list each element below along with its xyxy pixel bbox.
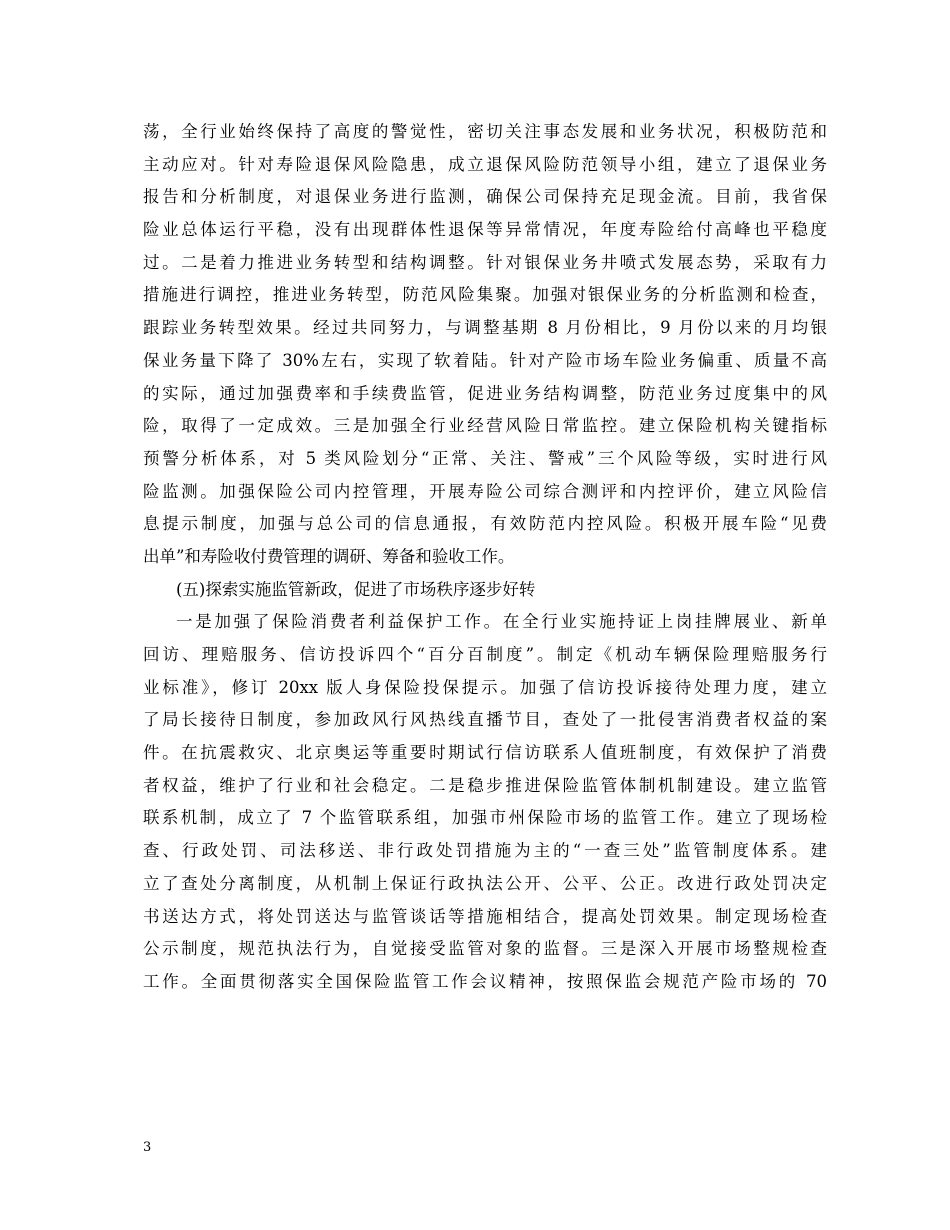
text-line: 险，取得了一定成效。三是加强全行业经营风险日常监控。建立保险机构关键指标 [143, 416, 827, 436]
text-line: 主动应对。针对寿险退保风险隐患，成立退保风险防范领导小组，建立了退保业务 [143, 154, 827, 174]
text-line: 措施进行调控，推进业务转型，防范风险集聚。加强对银保业务的分析监测和检查， [143, 285, 827, 305]
text-line: 立了查处分离制度，从机制上保证行政执法公开、公平、公正。改进行政处罚决定 [143, 873, 827, 893]
text-line: 工作。全面贯彻落实全国保险监管工作会议精神，按照保监会规范产险市场的 70 [143, 971, 827, 991]
text-line: 件。在抗震救灾、北京奥运等重要时期试行信访联系人值班制度，有效保护了消费 [143, 743, 827, 763]
text-line: 预警分析体系，对 5 类风险划分“正常、关注、警戒”三个风险等级，实时进行风 [143, 448, 827, 468]
text-line: 者权益，维护了行业和社会稳定。二是稳步推进保险监管体制机制建设。建立监管 [143, 775, 827, 795]
body-text [143, 116, 827, 999]
text-line: 一是加强了保险消费者利益保护工作。在全行业实施持证上岗挂牌展业、新单 [176, 612, 827, 632]
text-line: 回访、理赔服务、信访投诉四个“百分百制度”。制定《机动车辆保险理赔服务行 [143, 645, 827, 664]
text-line: 联系机制，成立了 7 个监管联系组，加强市州保险市场的监管工作。建立了现场检 [143, 808, 827, 828]
text-line: 业标准》，修订 20xx 版人身保险投保提示。加强了信访投诉接待处理力度，建立 [143, 677, 827, 697]
text-line: 息提示制度，加强与总公司的信息通报，有效防范内控风险。积极开展车险“见费 [143, 514, 827, 534]
text-line: (五)探索实施监管新政，促进了市场秩序逐步好转 [176, 579, 536, 599]
text-line: 了局长接待日制度，参加政风行风热线直播节目，查处了一批侵害消费者权益的案 [143, 710, 827, 730]
text-line: 公示制度，规范执法行为，自觉接受监管对象的监督。三是深入开展市场整规检查 [143, 939, 827, 959]
text-line: 报告和分析制度，对退保业务进行监测，确保公司保持充足现金流。目前，我省保 [143, 187, 827, 207]
page-number: 3 [143, 1140, 152, 1155]
text-line: 跟踪业务转型效果。经过共同努力，与调整基期 8 月份相比，9 月份以来的月均银 [143, 318, 827, 338]
text-line: 险业总体运行平稳，没有出现群体性退保等异常情况，年度寿险给付高峰也平稳度 [143, 220, 827, 240]
text-line: 过。二是着力推进业务转型和结构调整。针对银保业务井喷式发展态势，采取有力 [143, 252, 827, 272]
text-line: 的实际，通过加强费率和手续费监管，促进业务结构调整，防范业务过度集中的风 [143, 383, 827, 403]
text-line: 查、行政处罚、司法移送、非行政处罚措施为主的“一查三处”监管制度体系。建 [143, 841, 827, 861]
text-line: 险监测。加强保险公司内控管理，开展寿险公司综合测评和内控评价，建立风险信 [143, 481, 827, 501]
text-line: 保业务量下降了 30%左右，实现了软着陆。针对产险市场车险业务偏重、质量不高 [143, 350, 827, 370]
text-line: 书送达方式，将处罚送达与监管谈话等措施相结合，提高处罚效果。制定现场检查 [143, 906, 827, 926]
text-line: 荡，全行业始终保持了高度的警觉性，密切关注事态发展和业务状况，积极防范和 [143, 122, 827, 141]
text-line: 出单”和寿险收付费管理的调研、筹备和验收工作。 [143, 546, 515, 566]
